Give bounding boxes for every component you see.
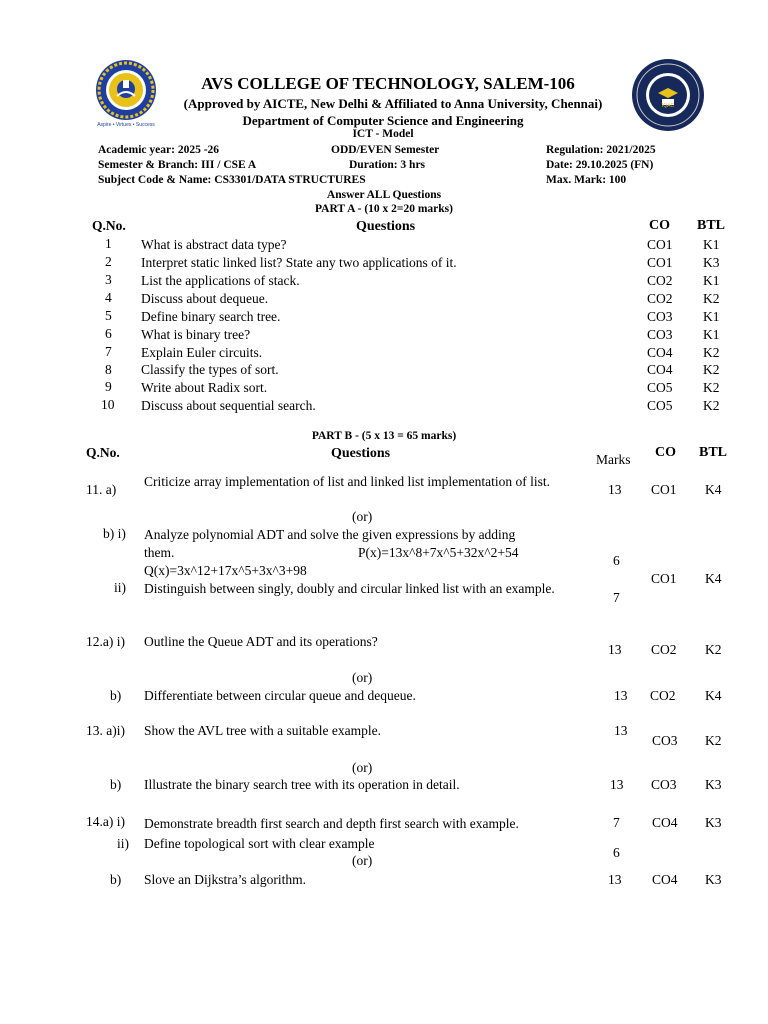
- btl: K1: [703, 327, 720, 342]
- college-name: AVS COLLEGE OF TECHNOLOGY, SALEM-106: [201, 74, 575, 93]
- part-a-title: PART A - (10 x 2=20 marks): [315, 203, 453, 215]
- question-text: Illustrate the binary search tree with its operation in detail.: [144, 777, 460, 792]
- logo-left-motto: Aspire • Virtues • Success: [97, 122, 155, 128]
- question-text: What is abstract data type?: [141, 237, 287, 252]
- qno: ii): [117, 836, 129, 851]
- marks: 13: [614, 688, 628, 703]
- part-a-col-questions: Questions: [356, 219, 416, 234]
- btl: K2: [703, 398, 720, 413]
- qno: 3: [105, 272, 112, 287]
- marks: 6: [613, 845, 620, 860]
- part-b-title: PART B - (5 x 13 = 65 marks): [311, 430, 457, 442]
- question-text: Define binary search tree.: [141, 309, 281, 324]
- btl: K2: [703, 291, 720, 306]
- semester-branch: Semester & Branch: III / CSE A: [98, 159, 257, 171]
- qno: 11. a): [86, 482, 117, 497]
- co: CO4: [647, 345, 673, 360]
- question-text: Show the AVL tree with a suitable example.: [144, 723, 381, 738]
- academic-year: Academic year: 2025 -26: [98, 144, 220, 156]
- btl: K3: [705, 872, 722, 887]
- co: CO3: [647, 309, 673, 324]
- question-text: them.: [144, 545, 175, 560]
- btl: K2: [705, 733, 722, 748]
- btl: K3: [705, 815, 722, 830]
- qno: 12.a) i): [86, 634, 125, 649]
- question-text: Discuss about dequeue.: [141, 291, 269, 306]
- part-b-col-co: CO: [655, 445, 676, 460]
- marks: 13: [608, 642, 622, 657]
- co: CO1: [651, 571, 677, 586]
- co: CO1: [647, 237, 673, 252]
- question-text: Slove an Dijkstra’s algorithm.: [144, 872, 306, 887]
- or-separator: (or): [352, 509, 373, 524]
- qno: 4: [105, 290, 112, 305]
- co: CO3: [652, 733, 678, 748]
- question-text: Analyze polynomial ADT and solve the given expressions by adding: [144, 527, 516, 542]
- qno: 5: [105, 308, 112, 323]
- part-b-col-marks: Marks: [596, 452, 631, 467]
- expression-q: Q(x)=3x^12+17x^5+3x^3+98: [144, 563, 307, 578]
- college-logo-right: [630, 57, 706, 133]
- qno: 13. a)i): [86, 723, 125, 738]
- part-a-col-qno: Q.No.: [92, 218, 126, 233]
- co: CO2: [647, 273, 673, 288]
- question-text: Outline the Queue ADT and its operations?: [144, 634, 378, 649]
- question-text: Demonstrate breadth first search and depth first search with example.: [144, 816, 519, 831]
- co: CO5: [647, 380, 673, 395]
- qno: 8: [105, 362, 112, 377]
- btl: K4: [705, 482, 722, 497]
- exam-date: Date: 29.10.2025 (FN): [546, 159, 654, 171]
- co: CO1: [651, 482, 677, 497]
- college-logo-left: [90, 58, 162, 132]
- question-text: Interpret static linked list? State any two applications of it.: [141, 255, 457, 270]
- co: CO2: [647, 291, 673, 306]
- duration: Duration: 3 hrs: [349, 159, 426, 171]
- or-separator: (or): [352, 853, 373, 868]
- qno: b): [110, 688, 122, 703]
- btl: K4: [705, 571, 722, 586]
- marks: 13: [608, 482, 622, 497]
- qno: 10: [101, 397, 115, 412]
- btl: K2: [703, 362, 720, 377]
- question-text: Differentiate between circular queue and dequeue.: [144, 688, 416, 703]
- qno: 6: [105, 326, 112, 341]
- qno: b) i): [103, 526, 126, 541]
- question-text: Define topological sort with clear example: [144, 836, 375, 851]
- btl: K2: [703, 380, 720, 395]
- qno: 9: [105, 379, 112, 394]
- marks: 7: [613, 590, 620, 605]
- qno: b): [110, 872, 122, 887]
- qno: 1: [105, 236, 112, 251]
- co: CO4: [647, 362, 673, 377]
- part-b-col-qno: Q.No.: [86, 445, 120, 460]
- marks: 7: [613, 815, 620, 830]
- qno: 14.a) i): [86, 814, 125, 829]
- max-mark: Max. Mark: 100: [546, 174, 627, 186]
- btl: K3: [705, 777, 722, 792]
- qno: 2: [105, 254, 112, 269]
- or-separator: (or): [352, 760, 373, 775]
- expression-p: P(x)=13x^8+7x^5+32x^2+54: [358, 545, 519, 560]
- marks: 13: [610, 777, 624, 792]
- co: CO4: [652, 872, 678, 887]
- question-text: Explain Euler circuits.: [141, 345, 263, 360]
- marks: 6: [613, 553, 620, 568]
- co: CO5: [647, 398, 673, 413]
- question-text: What is binary tree?: [141, 327, 251, 342]
- co: CO3: [647, 327, 673, 342]
- co: CO1: [647, 255, 673, 270]
- logo-right-badge: IQAC: [661, 103, 675, 109]
- semester-type: ODD/EVEN Semester: [331, 144, 440, 156]
- btl: K2: [705, 642, 722, 657]
- qno: b): [110, 777, 122, 792]
- marks: 13: [608, 872, 622, 887]
- btl: K3: [703, 255, 720, 270]
- part-a-instruction: Answer ALL Questions: [326, 189, 442, 201]
- qno: 7: [105, 344, 112, 359]
- question-text: List the applications of stack.: [141, 273, 300, 288]
- approval-line: (Approved by AICTE, New Delhi & Affiliated to Anna University, Chennai): [183, 96, 603, 111]
- question-text: Criticize array implementation of list and linked list implementation of list.: [144, 474, 551, 489]
- marks: 13: [614, 723, 628, 738]
- or-separator: (or): [352, 670, 373, 685]
- btl: K1: [703, 237, 720, 252]
- question-text: Write about Radix sort.: [141, 380, 268, 395]
- btl: K4: [705, 688, 722, 703]
- subject-code-name: Subject Code & Name: CS3301/DATA STRUCTURES: [98, 174, 366, 186]
- co: CO2: [651, 642, 677, 657]
- question-text: Distinguish between singly, doubly and circular linked list with an example.: [144, 581, 555, 596]
- co: CO4: [652, 815, 678, 830]
- co: CO2: [650, 688, 676, 703]
- btl: K2: [703, 345, 720, 360]
- question-text: Classify the types of sort.: [141, 362, 279, 377]
- department-name: Department of Computer Science and Engineering: [242, 113, 524, 128]
- btl: K1: [703, 309, 720, 324]
- question-text: Discuss about sequential search.: [141, 398, 316, 413]
- regulation: Regulation: 2021/2025: [546, 144, 656, 156]
- exam-name: ICT - Model: [352, 128, 414, 140]
- part-a-col-btl: BTL: [697, 218, 726, 233]
- part-b-col-btl: BTL: [699, 445, 728, 460]
- part-a-col-co: CO: [649, 218, 670, 233]
- part-b-col-questions: Questions: [331, 446, 391, 461]
- co: CO3: [651, 777, 677, 792]
- btl: K1: [703, 273, 720, 288]
- qno: ii): [114, 580, 126, 595]
